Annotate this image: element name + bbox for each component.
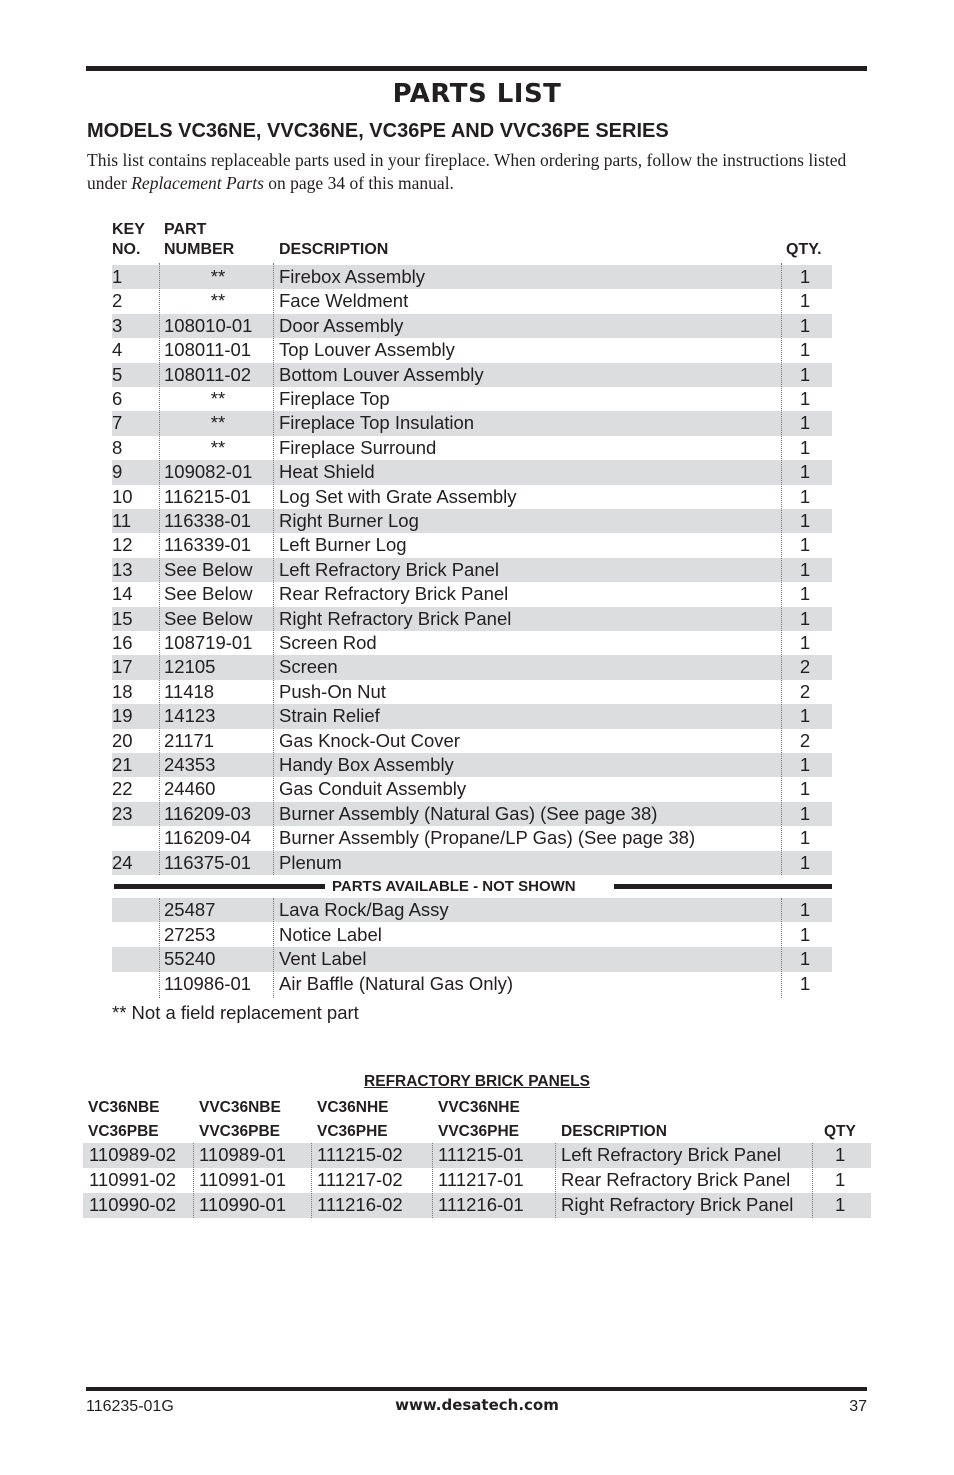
description-cell: Left Burner Log <box>279 534 407 556</box>
brick-header-c3-line1: VC36NHE <box>317 1099 389 1116</box>
description-cell: Top Louver Assembly <box>279 339 455 361</box>
table-row <box>112 851 832 875</box>
table-row <box>112 753 832 777</box>
table-row <box>112 265 832 289</box>
brick-header-c4 <box>438 1099 520 1141</box>
header-part-line1: PART <box>164 221 207 238</box>
column-divider <box>781 263 782 875</box>
key-cell: 17 <box>112 656 133 678</box>
part-number-cell: 108010-01 <box>164 314 253 336</box>
key-cell: 22 <box>112 778 133 800</box>
brick-part-cell: 110990-02 <box>89 1194 177 1216</box>
table-row <box>83 1168 871 1193</box>
part-number-cell: ** <box>210 412 226 434</box>
key-cell: 21 <box>112 754 133 775</box>
table-row <box>112 826 832 850</box>
qty-cell: 1 <box>799 972 811 994</box>
not-shown-divider-right <box>614 884 832 889</box>
description-cell: Plenum <box>279 851 342 873</box>
table-row <box>112 777 832 801</box>
qty-cell: 1 <box>799 290 811 312</box>
part-number-cell: ** <box>210 388 226 409</box>
description-cell: Firebox Assembly <box>279 266 425 287</box>
description-cell: Burner Assembly (Propane/LP Gas) (See page 38) <box>279 827 696 849</box>
part-number-cell: 11418 <box>164 680 215 702</box>
table-row <box>112 314 832 338</box>
brick-header-c2-line1: VVC36NBE <box>199 1099 281 1116</box>
qty-cell: 1 <box>799 558 811 580</box>
brick-qty-cell: 1 <box>835 1194 846 1216</box>
table-row <box>112 972 832 996</box>
description-cell: Left Refractory Brick Panel <box>279 558 500 580</box>
brick-part-cell: 111217-01 <box>438 1169 524 1191</box>
table-row <box>83 1143 871 1168</box>
qty-cell: 1 <box>799 754 811 775</box>
column-divider <box>159 263 160 875</box>
key-cell: 3 <box>112 314 123 336</box>
column-divider <box>273 263 274 875</box>
header-key-line1: KEY <box>112 221 145 238</box>
table-row <box>112 680 832 704</box>
part-number-cell: 25487 <box>164 899 216 920</box>
description-cell: Push-On Nut <box>279 680 386 702</box>
qty-cell: 2 <box>799 729 811 751</box>
brick-table-title: REFRACTORY BRICK PANELS <box>364 1073 590 1090</box>
column-divider <box>273 898 274 998</box>
brick-header-c4-line1: VVC36NHE <box>438 1099 520 1116</box>
column-divider <box>812 1143 813 1218</box>
description-cell: Burner Assembly (Natural Gas) (See page 38) <box>279 802 658 824</box>
key-cell: 19 <box>112 705 133 727</box>
description-cell: Strain Relief <box>279 705 380 727</box>
brick-part-cell: 110989-02 <box>89 1144 177 1165</box>
table-row <box>112 460 832 484</box>
brick-header-description: DESCRIPTION <box>561 1123 667 1140</box>
part-number-cell: 24353 <box>164 754 216 775</box>
brick-part-cell: 110991-02 <box>89 1169 177 1191</box>
brick-header-c2 <box>199 1099 281 1141</box>
table-row <box>112 363 832 387</box>
qty-cell: 1 <box>799 778 811 800</box>
page-title: PARTS LIST <box>392 79 562 109</box>
part-number-cell: 116209-03 <box>164 802 252 824</box>
key-cell: 5 <box>112 363 123 385</box>
table-row <box>112 338 832 362</box>
brick-description-cell: Right Refractory Brick Panel <box>561 1194 794 1216</box>
key-cell: 6 <box>112 388 123 409</box>
description-cell: Fireplace Surround <box>279 436 437 458</box>
key-cell: 20 <box>112 729 133 751</box>
part-number-cell: ** <box>210 266 226 287</box>
part-number-cell: See Below <box>164 583 253 605</box>
key-cell: 15 <box>112 607 133 629</box>
header-key-line2: NO. <box>112 241 141 258</box>
brick-part-cell: 110989-01 <box>199 1144 287 1165</box>
website-link[interactable]: www.desatech.com <box>395 1396 559 1414</box>
section-title: MODELS VC36NE, VVC36NE, VC36PE AND VVC36PE SERIES <box>87 120 669 142</box>
part-number-cell: ** <box>210 436 226 458</box>
part-number-cell: ** <box>210 290 226 312</box>
intro-emphasis: Replacement Parts <box>131 173 264 193</box>
brick-header-qty: QTY <box>824 1123 856 1140</box>
description-cell: Lava Rock/Bag Assy <box>279 899 449 920</box>
qty-cell: 1 <box>799 899 811 920</box>
description-cell: Gas Knock-Out Cover <box>279 729 460 751</box>
key-cell: 8 <box>112 436 123 458</box>
brick-part-cell: 111215-01 <box>438 1144 524 1165</box>
table-row <box>112 704 832 728</box>
header-key-no <box>112 220 145 260</box>
qty-cell: 1 <box>799 436 811 458</box>
brick-qty-cell: 1 <box>835 1169 846 1191</box>
qty-cell: 1 <box>799 802 811 824</box>
table-row <box>112 436 832 460</box>
key-cell: 16 <box>112 632 133 653</box>
part-number-cell: See Below <box>164 607 253 629</box>
key-cell: 12 <box>112 534 133 556</box>
description-cell: Fireplace Top Insulation <box>279 412 475 434</box>
description-cell: Right Refractory Brick Panel <box>279 607 512 629</box>
key-cell: 24 <box>112 851 133 873</box>
part-number-cell: 109082-01 <box>164 461 253 483</box>
brick-part-cell: 111216-01 <box>438 1194 524 1216</box>
brick-header-c3-line2: VC36PHE <box>317 1123 388 1140</box>
column-divider <box>193 1143 194 1218</box>
top-rule <box>86 66 867 71</box>
doc-number: 116235-01G <box>86 1398 174 1415</box>
header-description: DESCRIPTION <box>279 241 389 258</box>
key-cell: 23 <box>112 802 133 824</box>
qty-cell: 1 <box>799 705 811 727</box>
table-row <box>112 923 832 947</box>
qty-cell: 1 <box>799 923 811 945</box>
qty-cell: 1 <box>799 388 811 409</box>
brick-part-cell: 110991-01 <box>199 1169 287 1191</box>
table-row <box>112 289 832 313</box>
column-divider <box>311 1143 312 1218</box>
table-row <box>112 558 832 582</box>
brick-header-c1-line1: VC36NBE <box>88 1099 160 1116</box>
table-row <box>112 387 832 411</box>
qty-cell: 1 <box>799 412 811 434</box>
brick-header-c4-line2: VVC36PHE <box>438 1123 519 1140</box>
table-row <box>112 655 832 679</box>
key-cell: 13 <box>112 558 133 580</box>
not-shown-label: PARTS AVAILABLE - NOT SHOWN <box>332 878 576 895</box>
key-cell: 18 <box>112 680 133 702</box>
description-cell: Fireplace Top <box>279 388 390 409</box>
bottom-rule <box>86 1387 867 1391</box>
table-row <box>112 509 832 533</box>
intro-paragraph <box>87 149 877 195</box>
part-number-cell: 24460 <box>164 778 216 800</box>
description-cell: Notice Label <box>279 923 382 945</box>
description-cell: Vent Label <box>279 948 367 970</box>
not-shown-divider-left <box>114 884 325 889</box>
part-number-cell: 116209-04 <box>164 827 252 849</box>
part-number-cell: 110986-01 <box>164 972 252 994</box>
qty-cell: 1 <box>799 314 811 336</box>
brick-header-c3 <box>317 1099 389 1141</box>
part-number-cell: 108011-01 <box>164 339 252 361</box>
key-cell: 1 <box>112 266 123 287</box>
key-cell: 2 <box>112 290 123 312</box>
key-cell: 10 <box>112 485 133 507</box>
table-row <box>112 533 832 557</box>
key-cell: 7 <box>112 412 123 434</box>
part-number-cell: 12105 <box>164 656 216 678</box>
column-divider <box>159 898 160 998</box>
brick-qty-cell: 1 <box>835 1144 846 1165</box>
table-row <box>112 898 832 922</box>
qty-cell: 1 <box>799 632 811 653</box>
brick-header-c1 <box>88 1099 160 1141</box>
qty-cell: 1 <box>799 461 811 483</box>
part-number-cell: See Below <box>164 558 253 580</box>
description-cell: Handy Box Assembly <box>279 754 454 775</box>
description-cell: Air Baffle (Natural Gas Only) <box>279 972 514 994</box>
qty-cell: 1 <box>799 339 811 361</box>
header-part-number <box>164 220 234 260</box>
part-number-cell: 108011-02 <box>164 363 252 385</box>
part-number-cell: 116375-01 <box>164 851 252 873</box>
brick-part-cell: 111216-02 <box>317 1194 403 1216</box>
brick-description-cell: Left Refractory Brick Panel <box>561 1144 782 1165</box>
column-divider <box>555 1143 556 1218</box>
key-cell: 11 <box>112 510 132 531</box>
part-number-cell: 116215-01 <box>164 485 252 507</box>
brick-part-cell: 111217-02 <box>317 1169 403 1191</box>
qty-cell: 1 <box>799 827 811 849</box>
intro-text-end: on page 34 of this manual. <box>263 173 454 193</box>
part-number-cell: 116339-01 <box>164 534 252 556</box>
qty-cell: 1 <box>799 583 811 605</box>
description-cell: Bottom Louver Assembly <box>279 363 484 385</box>
intro-text: This list contains replaceable parts used in your fireplace. When ordering parts, follow the instructions listed under <box>87 150 847 193</box>
description-cell: Gas Conduit Assembly <box>279 778 467 800</box>
description-cell: Screen Rod <box>279 632 377 653</box>
part-number-cell: 27253 <box>164 923 216 945</box>
qty-cell: 2 <box>799 680 811 702</box>
key-cell: 14 <box>112 583 133 605</box>
table-row <box>112 582 832 606</box>
part-number-cell: 14123 <box>164 705 216 727</box>
table-row <box>112 802 832 826</box>
header-qty: QTY. <box>786 241 822 258</box>
table-row <box>83 1193 871 1218</box>
description-cell: Heat Shield <box>279 461 375 483</box>
brick-part-cell: 111215-02 <box>317 1144 403 1165</box>
qty-cell: 1 <box>799 948 811 970</box>
footnote: ** Not a field replacement part <box>112 1002 359 1023</box>
qty-cell: 1 <box>799 607 811 629</box>
column-divider <box>432 1143 433 1218</box>
table-row <box>112 607 832 631</box>
table-row <box>112 631 832 655</box>
part-number-cell: 21171 <box>164 729 215 751</box>
description-cell: Rear Refractory Brick Panel <box>279 583 509 605</box>
part-number-cell: 116338-01 <box>164 510 252 531</box>
qty-cell: 2 <box>799 656 811 678</box>
description-cell: Face Weldment <box>279 290 409 312</box>
table-row <box>112 729 832 753</box>
table-row <box>112 485 832 509</box>
qty-cell: 1 <box>799 485 811 507</box>
qty-cell: 1 <box>799 266 811 287</box>
description-cell: Screen <box>279 656 338 678</box>
table-row <box>112 947 832 971</box>
header-part-line2: NUMBER <box>164 241 235 258</box>
page-number: 37 <box>849 1398 867 1415</box>
key-cell: 4 <box>112 339 123 361</box>
description-cell: Door Assembly <box>279 314 404 336</box>
brick-description-cell: Rear Refractory Brick Panel <box>561 1169 791 1191</box>
brick-header-c1-line2: VC36PBE <box>88 1123 159 1140</box>
brick-header-c2-line2: VVC36PBE <box>199 1123 280 1140</box>
qty-cell: 1 <box>799 363 811 385</box>
column-divider <box>781 898 782 998</box>
table-row <box>112 411 832 435</box>
part-number-cell: 55240 <box>164 948 216 970</box>
description-cell: Log Set with Grate Assembly <box>279 485 517 507</box>
qty-cell: 1 <box>799 851 811 873</box>
brick-part-cell: 110990-01 <box>199 1194 287 1216</box>
part-number-cell: 108719-01 <box>164 632 253 653</box>
key-cell: 9 <box>112 461 123 483</box>
description-cell: Right Burner Log <box>279 510 419 531</box>
qty-cell: 1 <box>799 534 811 556</box>
qty-cell: 1 <box>799 510 811 531</box>
